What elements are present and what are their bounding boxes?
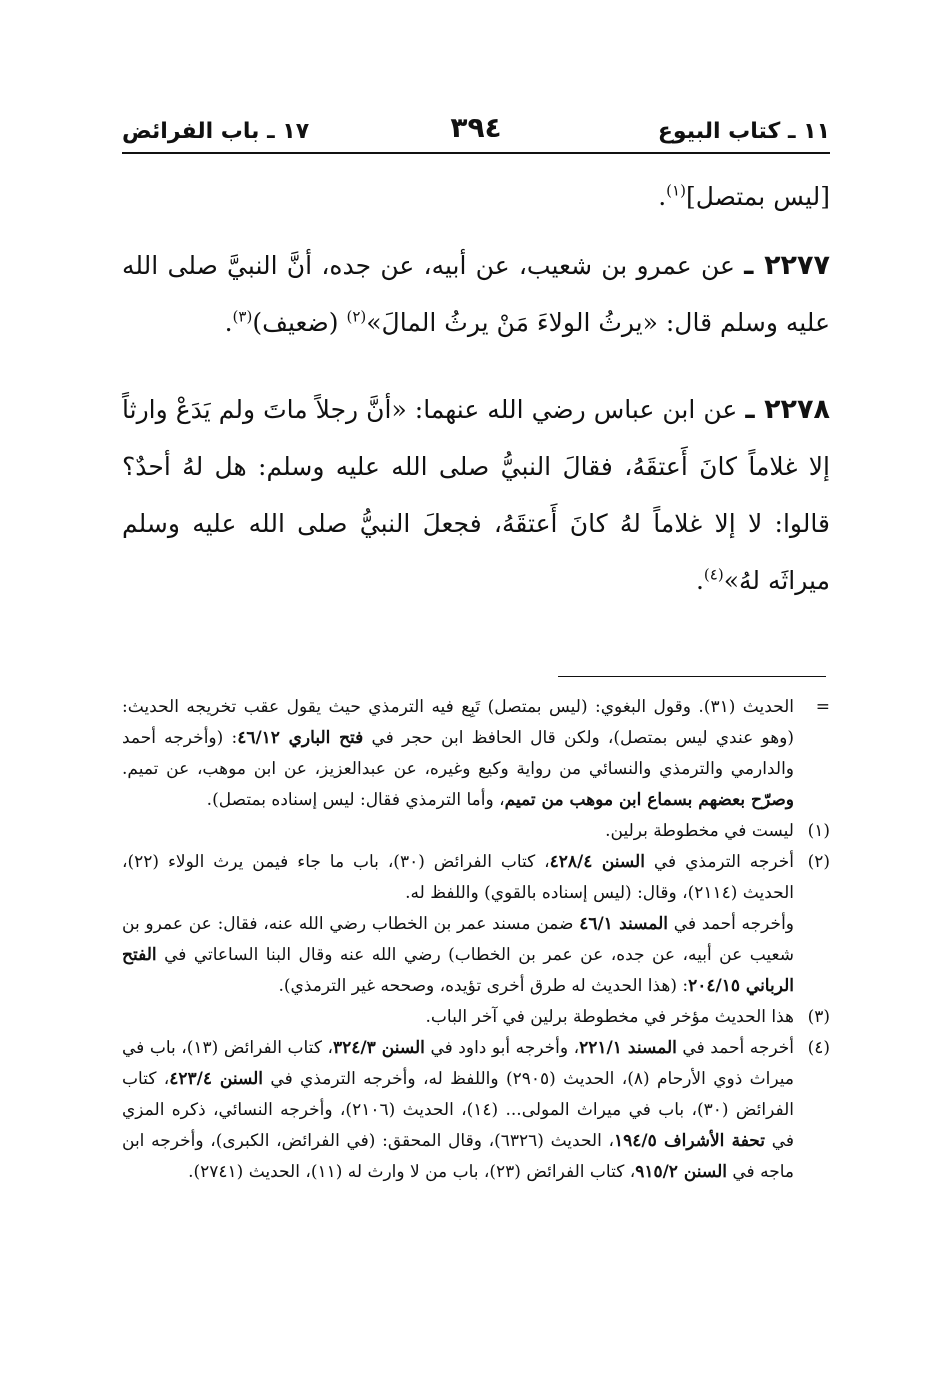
footnote-marker: (١) (807, 821, 830, 841)
hadith-number: ٢٢٧٧ ـ (744, 250, 830, 281)
continuation-text: [ليس بمتصل] (685, 182, 830, 211)
hadith-number: ٢٢٧٨ ـ (745, 394, 830, 425)
hadith-text: عن ابن عباس رضي الله عنهما: «أنَّ رجلاً ماتَ ولم يَدَعْ وارثاً إلا غلاماً كانَ أَعتقَهُ، فقالَ النبيُّ صلى الله عليه وسلم: هل لهُ أحدٌ؟ قالوا: لا إلا غلاماً لهُ كانَ أَعتقَهُ، فجعلَ النبيُّ صلى الله عليه وسلم ميراثَه لهُ» (122, 395, 830, 595)
period: . (695, 566, 704, 595)
hadith-2277 (122, 237, 830, 351)
source-ref: الفتح الرباني ٢٠٤/١٥ (122, 945, 794, 996)
note-text: الحديث (٣١). وقول البغوي: (ليس بمتصل) تَبِع فيه الترمذي حيث يقول عقب تخريجه الحديث: (وهو عندي ليس بمتصل)، ولكن قال الحافظ ابن حجر في (122, 697, 795, 748)
footnotes (122, 692, 830, 1188)
footnote-continuation (122, 692, 830, 816)
footnote-ref-2: (٢) (346, 307, 367, 326)
note-text: ليست في مخطوطة برلين. (605, 821, 794, 841)
source-ref: السنن ٤٢٨/٤ (549, 852, 645, 872)
footnote-4 (122, 1033, 830, 1188)
footnote-ref-4: (٤) (703, 565, 724, 584)
footnote-divider (558, 676, 826, 677)
source-ref: فتح الباري ٤٦/١٢ (237, 728, 364, 748)
note-text: ، وأما الترمذي فقال: ليس إسناده بمتصل). (206, 790, 505, 810)
source-ref: المسند ٤٦/١ (579, 914, 669, 934)
note-text: ، كتاب الفرائض (٣٠)، باب في ميراث المولى... (١٤)، الحديث (٢١٠٦)، وأخرجه النسائي، ذكره المزي في (122, 1069, 795, 1151)
source-ref: السنن ٤٢٣/٤ (169, 1069, 264, 1089)
footnote-marker: (٢) (807, 852, 830, 872)
footnote-3 (122, 1002, 830, 1033)
main-text (122, 168, 830, 639)
footnote-marker: (٣) (807, 1007, 830, 1027)
footnote-2 (122, 847, 830, 1002)
book-chapter-title: ١١ ـ كتاب البيوع (657, 119, 830, 144)
grading: (ضعيف) (252, 308, 347, 337)
note-text: ضمن مسند عمر بن الخطاب رضي الله عنه، فقال: عن عمرو بن شعيب عن أبيه، عن جده، عن عمر بن الخطاب) رضي الله عنه وقال البنا الساعاتي في (122, 914, 794, 965)
page-number: ٣٩٤ (450, 111, 502, 144)
note-paragraph (122, 847, 794, 909)
page-header (122, 112, 830, 154)
hadith-text: عن عمرو بن شعيب، عن أبيه، عن جده، أنَّ النبيَّ صلى الله عليه وسلم قال: «يرثُ الولاءَ مَنْ يرثُ المالَ» (122, 251, 830, 337)
footnote-ref-1: (١) (666, 181, 686, 200)
note-text: أخرجه أحمد في (676, 1038, 795, 1058)
source-ref: السنن ٣٢٤/٣ (332, 1038, 425, 1058)
note-text: ، الحديث (٦٣٢٦)، وقال المحقق: (في الفرائض، الكبرى)، وأخرجه ابن ماجه في (122, 1131, 794, 1182)
footnote-marker: (٤) (807, 1038, 830, 1058)
period: . (658, 182, 667, 211)
note-text: : (وأخرجه أحمد والدارمي والترمذي والنسائي من رواية وكيع وغيره، عن عبدالعزيز، عن ابن موهب، عن تميم. (122, 728, 794, 779)
note-text: ، كتاب الفرائض (١٣)، باب في ميراث ذوي الأرحام (٨)، الحديث (٢٩٠٥) واللفظ له، وأخرجه الترمذي في (122, 1038, 794, 1089)
note-text: ، كتاب الفرائض (٣٠)، باب ما جاء فيمن يرث الولاء (٢٢)، الحديث (٢١١٤)، وقال: (ليس إسناده بالقوي) واللفظ له. (122, 852, 794, 903)
note-text: هذا الحديث مؤخر في مخطوطة برلين في آخر الباب. (425, 1007, 794, 1027)
footnote-1 (122, 816, 830, 847)
period: . (224, 308, 233, 337)
note-paragraph (122, 909, 794, 1002)
source-ref: السنن ٩١٥/٢ (635, 1162, 727, 1182)
continuation-line (122, 168, 830, 225)
section-title: ١٧ ـ باب الفرائض (122, 119, 310, 144)
hadith-2278 (122, 381, 830, 609)
emphasis-text: وصرّح بعضهم بسماع ابن موهب من تميم (504, 790, 794, 810)
source-ref: المسند ٢٢١/١ (579, 1038, 677, 1058)
continuation-mark: = (815, 697, 830, 717)
note-text: ، وأخرجه أبو داود في (424, 1038, 580, 1058)
note-text: أخرجه الترمذي في (644, 852, 794, 872)
source-ref: تحفة الأشراف ١٩٤/٥ (614, 1131, 766, 1151)
note-text: : (هذا الحديث له طرق أخرى تؤيده، وصححه غير الترمذي). (278, 976, 689, 996)
footnote-ref-3: (٣) (232, 307, 253, 326)
note-text: وأخرجه أحمد في (668, 914, 795, 934)
note-text: ، كتاب الفرائض (٢٣)، باب من لا وارث له (١١)، الحديث (٢٧٤١). (188, 1162, 636, 1182)
